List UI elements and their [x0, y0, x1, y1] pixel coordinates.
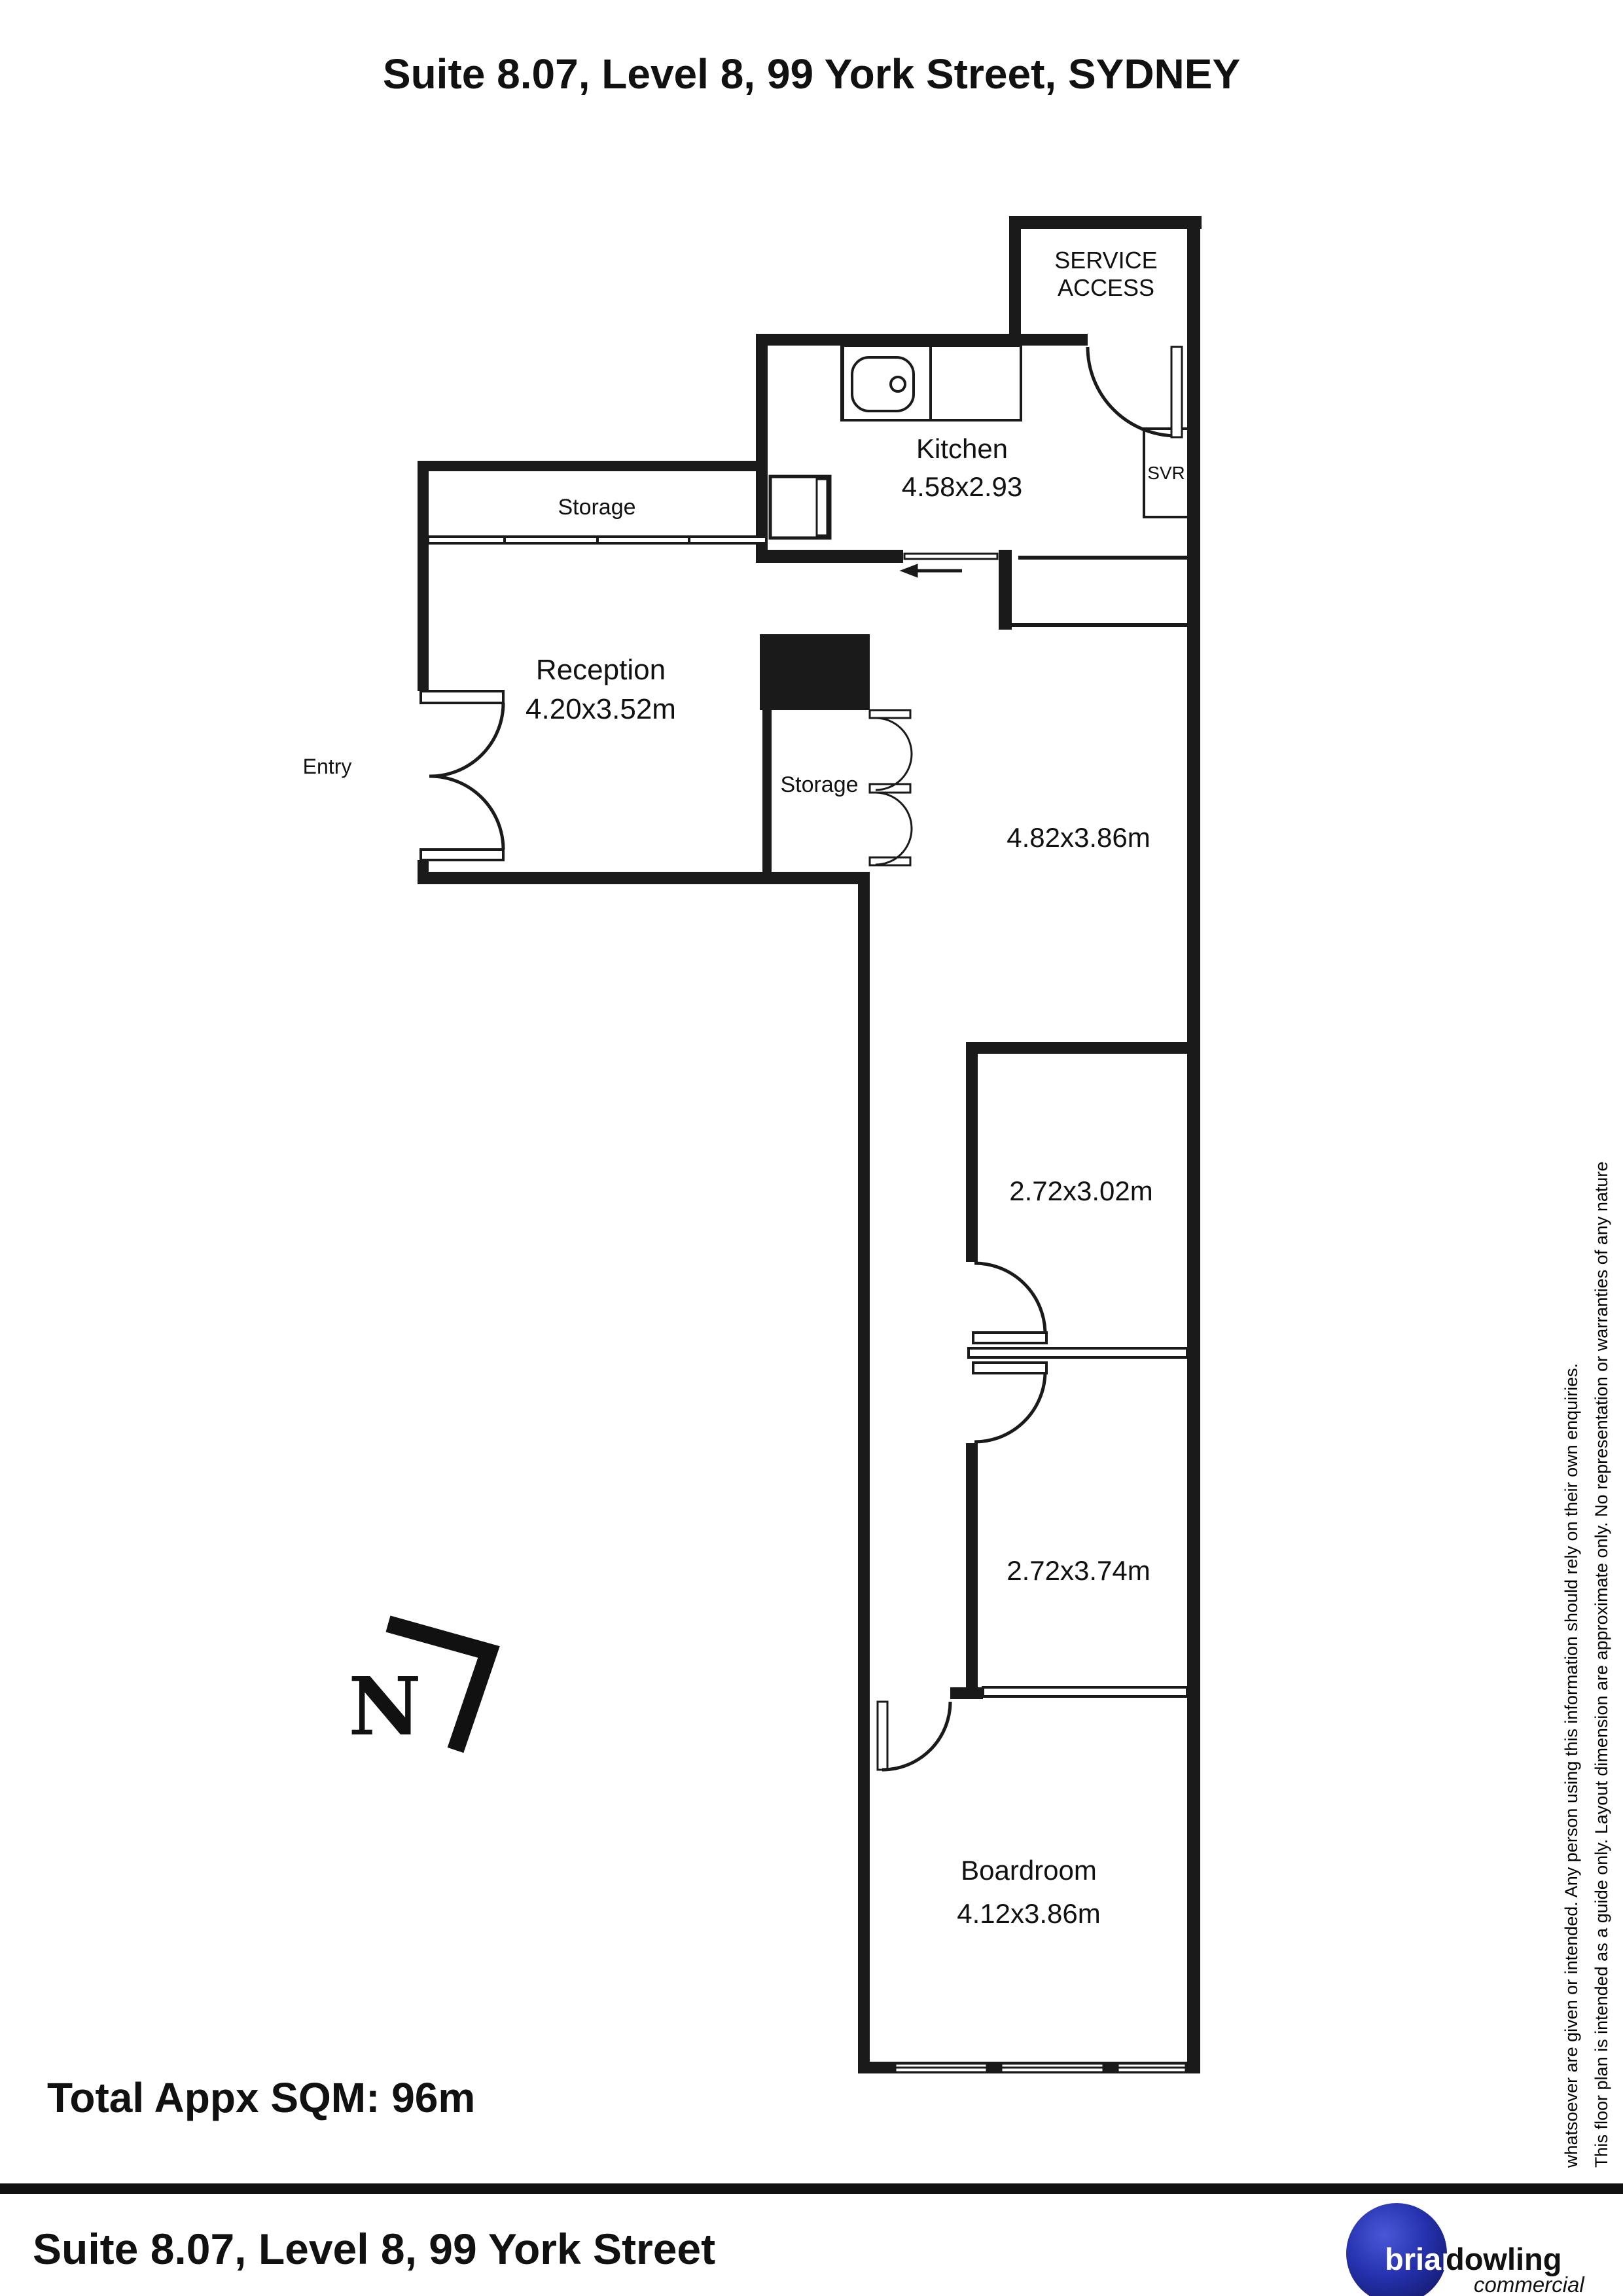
label-office-small-dims: 2.72x3.02m: [1009, 1175, 1153, 1206]
door-arc-office2: [974, 1373, 1045, 1442]
flow-arrow: [901, 564, 962, 577]
wall: [418, 461, 429, 691]
label-boardroom-dims: 4.12x3.86m: [957, 1898, 1101, 1929]
door-leaf-entry: [421, 850, 503, 860]
footer-address: Suite 8.07, Level 8, 99 York Street: [33, 2225, 716, 2273]
wall: [756, 334, 1021, 346]
cabinet-door: [817, 479, 827, 535]
wall: [950, 1687, 983, 1699]
disclaimer-line-1: This floor plan is intended as a guide only. Layout dimension are approximate only. No representation or warranties of any nature: [1592, 1161, 1611, 2168]
door-leaf-boardroom: [878, 1702, 887, 1770]
wall: [858, 872, 870, 2073]
wall: [418, 872, 870, 884]
wall: [1009, 216, 1202, 229]
label-entry: Entry: [302, 755, 352, 778]
door-arc-entry: [429, 776, 503, 850]
glass-partition: [969, 1348, 1187, 1357]
door-leaf-office2: [973, 1363, 1046, 1373]
door-leaf-entry: [421, 691, 503, 703]
logo-brian: brian: [1385, 2242, 1460, 2276]
total-area-text: Total Appx SQM: 96m: [47, 2074, 476, 2121]
label-service-access-2: ACCESS: [1057, 274, 1155, 301]
bench-line: [1012, 623, 1187, 627]
threshold-line: [904, 554, 997, 559]
label-storage-top: Storage: [558, 495, 636, 520]
label-kitchen-name: Kitchen: [916, 433, 1008, 464]
label-reception-dims: 4.20x3.52m: [526, 693, 676, 725]
label-reception-name: Reception: [535, 654, 666, 686]
label-service-access-1: SERVICE: [1054, 247, 1158, 274]
label-open-area-dims: 4.82x3.86m: [1007, 822, 1150, 853]
wall: [999, 550, 1012, 630]
door-arc-service: [1088, 347, 1177, 436]
windows: [895, 2064, 1186, 2072]
room-labels: [303, 247, 1185, 1929]
bench-line: [1018, 556, 1187, 560]
label-svr: SVR: [1147, 463, 1185, 483]
bifold-arc: [876, 793, 912, 865]
label-office-large-dims: 2.72x3.74m: [1007, 1555, 1150, 1586]
wall: [966, 1443, 978, 1690]
north-label: N: [348, 1659, 421, 1753]
wall: [1009, 216, 1021, 346]
door-leaf-office1: [973, 1333, 1046, 1343]
bifold-leaf: [870, 784, 910, 793]
bifold-leaf: [870, 710, 910, 718]
glass-partition: [983, 1687, 1187, 1696]
door-arc-entry: [429, 703, 503, 776]
brand-logo: [1296, 2193, 1597, 2296]
logo-dowling: dowling: [1446, 2242, 1562, 2276]
wall: [418, 461, 766, 471]
wall: [966, 1042, 978, 1262]
disclaimer-line-2: whatsoever are given or intended. Any person using this information should rely on their own enquiries.: [1561, 1363, 1581, 2168]
wall: [756, 550, 903, 563]
logo-commercial: commercial: [1474, 2272, 1584, 2296]
door-arc-office1: [974, 1263, 1045, 1334]
label-storage-mid: Storage: [780, 772, 859, 797]
arrow-head: [901, 564, 918, 577]
sink-drain: [891, 377, 905, 391]
bifold-arc: [876, 718, 912, 790]
door-arc-boardroom: [882, 1702, 950, 1770]
wall: [756, 334, 768, 562]
door-leaf-service: [1171, 347, 1182, 437]
label-boardroom-name: Boardroom: [961, 1855, 1097, 1886]
page-title: Suite 8.07, Level 8, 99 York Street, SYDNEY: [382, 50, 1241, 98]
north-indicator: [348, 1624, 489, 1753]
wall: [978, 1042, 1187, 1054]
thin-partitions: [428, 346, 1187, 1696]
wall: [762, 710, 772, 872]
label-kitchen-dims: 4.58x2.93: [901, 471, 1023, 502]
shaft-column: [760, 634, 870, 710]
